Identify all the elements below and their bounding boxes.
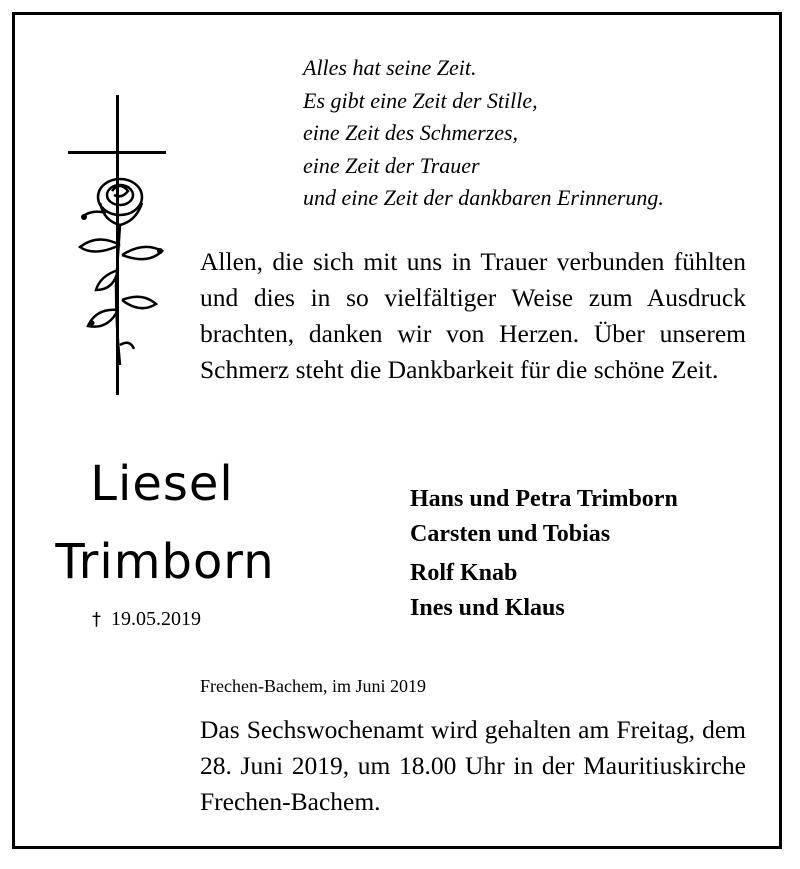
service-notice: Das Sechswochenamt wird gehalten am Freitag, dem 28. Juni 2019, um 18.00 Uhr in der Mauritiuskirche Frechen-Bachem. bbox=[200, 715, 746, 816]
dagger-icon: † bbox=[92, 609, 101, 630]
place-date: Frechen-Bachem, im Juni 2019 bbox=[200, 676, 426, 696]
family-member: Carsten und Tobias bbox=[410, 521, 611, 547]
family-member: Hans und Petra Trimborn bbox=[410, 486, 678, 512]
deceased-first-name: Liesel bbox=[90, 456, 234, 512]
poem bbox=[303, 52, 773, 215]
poem-line: Alles hat seine Zeit. bbox=[303, 55, 477, 80]
family-member: Ines und Klaus bbox=[410, 595, 565, 621]
family-member: Rolf Knab bbox=[410, 560, 518, 586]
poem-line: Es gibt eine Zeit der Stille, bbox=[303, 87, 538, 113]
death-date: 19.05.2019 bbox=[111, 608, 201, 630]
thanks-paragraph: Allen, die sich mit uns in Trauer verbunden fühlten und dies in so vielfältiger Weise zum Ausdruck brachten, danken wir von Herzen. Über unserem Schmerz steht die Dankbarkeit für die schöne Zeit. bbox=[200, 247, 746, 384]
poem-line: eine Zeit des Schmerzes, bbox=[303, 120, 519, 145]
poem-line: und eine Zeit der dankbaren Erinnerung. bbox=[303, 185, 664, 210]
cross-with-rose-icon bbox=[62, 95, 174, 400]
poem-line: eine Zeit der Trauer bbox=[303, 152, 480, 178]
deceased-last-name: Trimborn bbox=[55, 534, 275, 590]
family-list bbox=[410, 482, 678, 626]
death-date-line bbox=[92, 608, 201, 631]
